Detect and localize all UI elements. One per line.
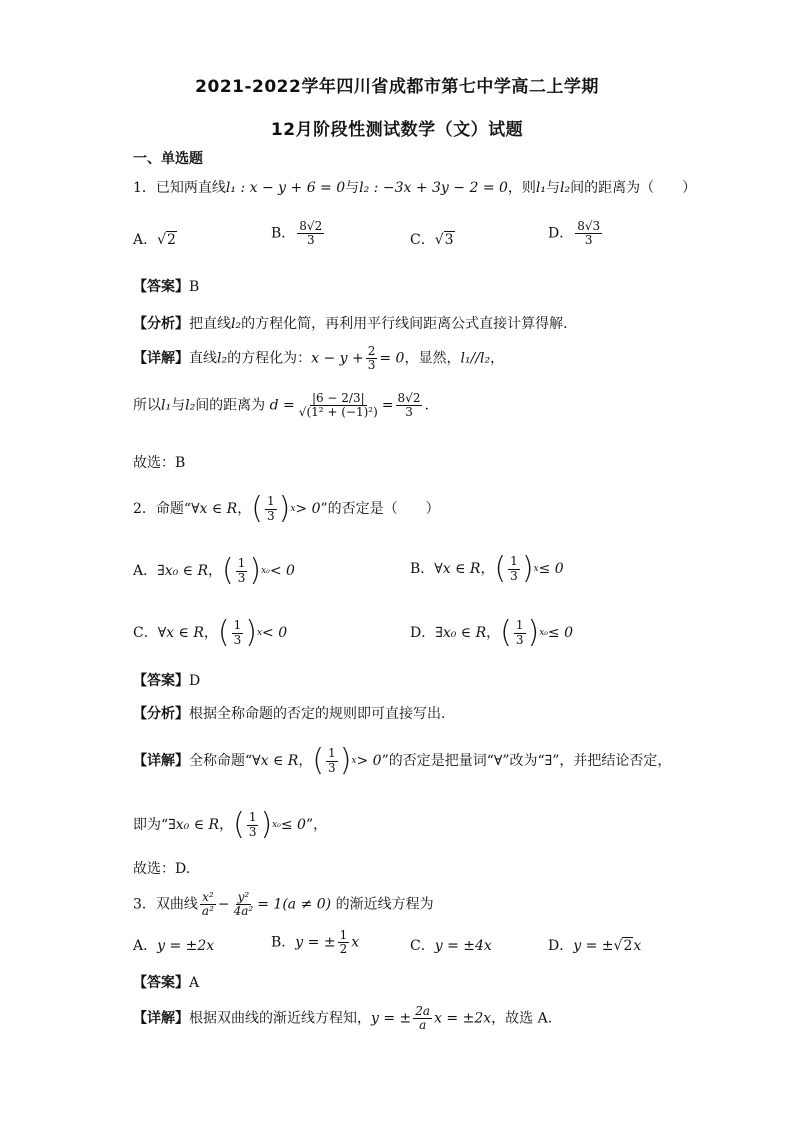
- exponent: x: [351, 756, 357, 766]
- detail-tag: 【详解】: [133, 1010, 189, 1027]
- paren-fraction: ( $\frac{1}{3}$ ) x₀: [233, 807, 281, 842]
- detail-text: 间的距离为: [195, 397, 266, 414]
- q1-line1-equation: l₁ : x − y + 6 = 0: [225, 180, 346, 196]
- q3-stem-text: 3．双曲线: [133, 896, 198, 913]
- q1-analysis: [133, 313, 568, 333]
- analysis-text: 把直线: [189, 316, 231, 332]
- q3-answer: [133, 972, 199, 992]
- answer-tag: 【答案】: [133, 673, 189, 689]
- detail-math: l₂: [217, 350, 228, 367]
- q1-option-b: [271, 220, 326, 247]
- exponent: x₀: [539, 628, 548, 638]
- option-label: D．: [410, 625, 436, 641]
- option-label: D．: [548, 938, 574, 954]
- fraction-numerator: 2a: [415, 1004, 431, 1018]
- option-math: x: [351, 934, 360, 951]
- exponent: x₀: [261, 566, 270, 576]
- fraction-denominator: 3: [584, 233, 593, 248]
- option-math: ≤ 0: [538, 561, 564, 577]
- detail-text: 即为“: [133, 817, 169, 833]
- q1-detail: [133, 345, 504, 372]
- fraction: [575, 220, 602, 247]
- option-math: y = ±2x: [157, 938, 215, 954]
- option-math: < 0: [269, 563, 295, 579]
- fraction-denominator: √(1² + (−1)²): [298, 405, 378, 420]
- option-text: ，: [486, 625, 501, 641]
- q3-stem-text: 的渐近线方程为: [335, 896, 434, 913]
- paren-fraction: ( $\frac{1}{3}$ ) x₀: [222, 553, 270, 588]
- option-math: y = ±4x: [434, 938, 492, 954]
- q1-line2-equation: l₂ : −3x + 3y − 2 = 0: [359, 180, 508, 196]
- detail-text: ，显然，: [404, 350, 461, 367]
- option-math: ∀x ∈ R: [434, 561, 481, 577]
- detail-math: x = ±2x: [434, 1010, 492, 1027]
- fraction: $\frac{1}{3}$: [233, 618, 242, 647]
- answer-tag: 【答案】: [133, 279, 189, 295]
- option-math: ≤ 0: [547, 625, 574, 641]
- option-label: B．: [410, 561, 435, 577]
- q2-stem-text: 2．命题“: [133, 501, 192, 517]
- fraction: [297, 220, 324, 247]
- option-math: < 0: [262, 625, 288, 641]
- q1-distance: [133, 392, 429, 419]
- fraction-denominator: 4a²: [233, 904, 254, 919]
- detail-text: 全称命题“: [189, 753, 253, 769]
- fraction: $\frac{1}{3}$: [328, 746, 336, 775]
- q1-stem-l1: l₁: [535, 180, 546, 196]
- q3-detail: [133, 1005, 552, 1032]
- detail-math: ≤ 0: [280, 817, 306, 833]
- option-value: 3: [444, 232, 454, 248]
- detail-text: ，: [490, 350, 505, 367]
- q2-stem-math: ∀x ∈ R: [191, 501, 238, 517]
- detail-text: ，故选 A.: [491, 1010, 553, 1027]
- q3-stem-math: −: [217, 896, 230, 913]
- fraction: [200, 891, 216, 918]
- exponent: x: [256, 628, 263, 638]
- fraction-denominator: 3: [266, 508, 275, 523]
- title-line-2: 12月阶段性测试数学（文）试题: [270, 120, 524, 140]
- detail-math: ∃x₀ ∈ R: [168, 817, 220, 833]
- option-label: A．: [133, 232, 158, 248]
- detail-math: l₁//l₂: [460, 350, 491, 367]
- exponent: x: [533, 564, 539, 574]
- section-heading: 一、单选题: [133, 151, 203, 167]
- option-text: ，: [203, 625, 218, 641]
- fraction: [232, 891, 256, 918]
- detail-text: 与: [171, 397, 186, 414]
- option-label: A．: [133, 938, 158, 954]
- q2-stem-math: > 0: [295, 501, 321, 517]
- fraction-numerator: 1: [339, 928, 348, 942]
- detail-tag: 【详解】: [133, 753, 189, 769]
- q2-option-a: [133, 553, 295, 588]
- option-label: A．: [133, 563, 158, 579]
- q3-option-d: D．y = ±√2x: [548, 938, 642, 954]
- q1-stem-l2: l₂: [560, 180, 571, 196]
- detail-tag: 【详解】: [133, 350, 189, 367]
- q1-stem-text: 与: [546, 180, 560, 196]
- q1-option-c: C．√3: [410, 232, 454, 248]
- fraction-denominator: a²: [201, 904, 214, 919]
- option-math: ∃x₀ ∈ R: [435, 625, 487, 641]
- detail-text: ，: [219, 817, 234, 833]
- detail-math: =: [381, 397, 394, 414]
- question-1-stem: [133, 177, 696, 197]
- fraction-numerator: 8√2: [397, 391, 421, 405]
- option-label: D．: [548, 225, 574, 242]
- fraction: $\frac{1}{3}$: [510, 554, 518, 583]
- q2-analysis: [133, 703, 445, 723]
- fraction: [396, 392, 423, 419]
- detail-math: > 0: [356, 753, 382, 769]
- fraction-numerator: y²: [237, 890, 250, 904]
- answer-value: D: [189, 673, 201, 689]
- q1-stem-text: 间的距离为（ ）: [570, 180, 697, 196]
- analysis-text: 根据全称命题的否定的规则即可直接写出.: [189, 706, 446, 722]
- paren-fraction: ( $\frac{1}{3}$ ) x: [494, 551, 539, 586]
- detail-math: x − y +: [311, 350, 364, 367]
- fraction-numerator: 1: [266, 494, 275, 509]
- exponent: x₀: [272, 820, 281, 830]
- q1-answer: [133, 276, 199, 296]
- detail-math: l₂: [185, 397, 196, 414]
- q2-option-c: [133, 615, 288, 650]
- analysis-tag: 【分析】: [133, 316, 189, 332]
- fraction-numerator: x²: [202, 890, 214, 904]
- detail-text: .: [424, 397, 429, 414]
- q2-stem-text: ，: [237, 501, 252, 517]
- detail-text: 的方程化为：: [227, 350, 312, 367]
- fraction-numerator: |6 − 2/3|: [311, 391, 365, 405]
- title-line-1: 2021-2022学年四川省成都市第七中学高二上学期: [195, 77, 599, 97]
- q2-stem-text: ”的否定是（ ）: [320, 501, 440, 517]
- fraction: $\frac{1}{3}$: [248, 810, 257, 839]
- fraction-numerator: 2: [367, 344, 376, 358]
- paren-fraction: ( $\frac{1}{3}$ ) x₀: [500, 615, 548, 650]
- fraction: $\frac{1}{3}$: [515, 618, 524, 647]
- option-value: 2: [167, 232, 176, 248]
- fraction: [366, 345, 378, 372]
- q2-answer: [133, 670, 200, 690]
- q2-choose: 故选：D.: [133, 861, 191, 877]
- fraction-numerator: 8√3: [577, 219, 601, 233]
- q2-option-b: [410, 551, 564, 586]
- fraction-denominator: 3: [405, 405, 413, 420]
- q1-stem-text: 1．已知两直线: [133, 180, 226, 196]
- detail-text: 直线: [189, 350, 217, 367]
- fraction: $\frac{1}{3}$: [237, 556, 246, 585]
- fraction-denominator: 3: [306, 233, 315, 248]
- q2-detail: [133, 743, 672, 778]
- option-math: ∀x ∈ R: [157, 625, 204, 641]
- detail-text: 根据双曲线的渐近线方程知，: [189, 1010, 371, 1027]
- option-math: y = ±: [295, 934, 336, 951]
- answer-value: A: [189, 975, 200, 991]
- option-math: ∃x₀ ∈ R: [157, 563, 209, 579]
- option-text: ，: [480, 561, 495, 577]
- q1-stem-text: 与: [345, 180, 360, 196]
- fraction-denominator: 3: [367, 358, 376, 373]
- fraction-numerator: 8√2: [299, 219, 323, 233]
- option-text: ，: [208, 563, 223, 579]
- q3-option-a: [133, 935, 214, 955]
- q1-choose: 故选：B: [133, 455, 186, 471]
- question-3-stem: [133, 891, 434, 918]
- analysis-math: l₂: [231, 316, 242, 332]
- q1-option-d: [548, 220, 604, 247]
- option-label: B．: [271, 225, 296, 242]
- q3-stem-math: = 1(a ≠ 0): [257, 896, 332, 913]
- exponent: x: [290, 504, 296, 514]
- detail-math: = 0: [379, 350, 405, 367]
- paren-fraction: ( $\frac{1}{3}$ ) x: [251, 491, 296, 526]
- fraction-denominator: a: [419, 1018, 427, 1033]
- option-label: C．: [133, 625, 158, 641]
- option-math: x: [633, 938, 642, 954]
- paren-fraction: ( $\frac{1}{3}$ ) x: [217, 615, 263, 650]
- detail-math: y = ±: [371, 1010, 412, 1027]
- option-math: y = ±: [573, 938, 614, 954]
- option-label: C．: [410, 938, 435, 954]
- fraction: [413, 1005, 432, 1032]
- question-2-stem: [133, 491, 440, 526]
- analysis-text: 的方程化简，再利用平行线间距离公式直接计算得解.: [241, 316, 568, 332]
- detail-math: d =: [269, 397, 295, 414]
- detail-math: l₁: [161, 397, 172, 414]
- q2-detail-2: [133, 807, 328, 842]
- q1-stem-text: ，则: [507, 180, 536, 196]
- detail-text: ”的否定是把量词“∀”改为“∃”，并把结论否定，: [381, 753, 672, 769]
- fraction: [297, 392, 380, 419]
- answer-tag: 【答案】: [133, 975, 189, 991]
- q1-option-a: A．√2: [133, 232, 176, 248]
- fraction-denominator: 2: [339, 942, 348, 957]
- fraction: [338, 929, 350, 956]
- detail-text: 所以: [133, 397, 161, 414]
- detail-text: ”，: [305, 817, 328, 833]
- option-label: B．: [271, 934, 296, 951]
- q3-option-b: [271, 929, 359, 956]
- analysis-tag: 【分析】: [133, 706, 189, 722]
- option-math: 2: [623, 938, 633, 954]
- detail-text: ，: [298, 753, 313, 769]
- fraction: [265, 495, 277, 522]
- paren-fraction: ( $\frac{1}{3}$ ) x: [312, 743, 357, 778]
- option-label: C．: [410, 232, 435, 248]
- detail-math: ∀x ∈ R: [252, 753, 299, 769]
- answer-value: B: [189, 279, 200, 295]
- q3-option-c: [410, 935, 492, 955]
- q2-option-d: [410, 615, 574, 650]
